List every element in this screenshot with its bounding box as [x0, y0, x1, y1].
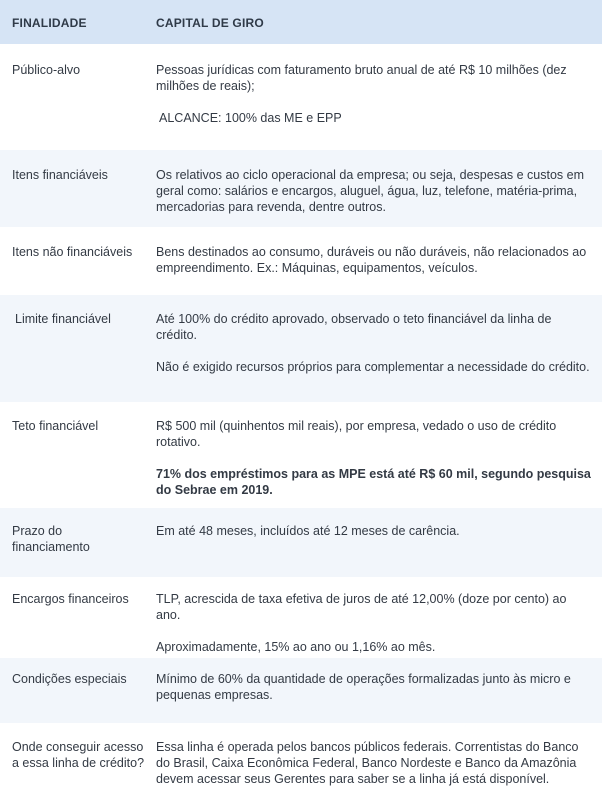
row-text: Até 100% do crédito aprovado, observado o teto financiável da linha de crédito. — [156, 312, 552, 342]
table-row-prazo-financiamento — [0, 508, 602, 577]
row-text: Bens destinados ao consumo, duráveis ou não duráveis, não relacionados ao empreendimento. Ex.: Máquinas, equipamentos, veículos. — [156, 245, 587, 275]
header-col-finalidade: FINALIDADE — [12, 16, 87, 30]
table-row-limite-financiavel — [0, 295, 602, 402]
row-label: Teto financiável — [12, 419, 99, 433]
row-text: Aproximadamente, 15% ao ano ou 1,16% ao mês. — [156, 640, 436, 654]
row-content — [156, 418, 592, 498]
row-label: Itens não financiáveis — [12, 245, 133, 259]
table-row-teto-financiavel — [0, 402, 602, 508]
table-header — [0, 0, 602, 44]
table-row-publico-alvo — [0, 44, 602, 150]
row-content — [156, 62, 592, 126]
row-label: Condições especiais — [12, 672, 127, 686]
row-label: Itens financiáveis — [12, 168, 108, 182]
row-content — [156, 671, 592, 703]
row-text: Mínimo de 60% da quantidade de operações formalizadas junto às micro e pequenas empresas. — [156, 672, 571, 702]
row-text: Em até 48 meses, incluídos até 12 meses de carência. — [156, 524, 460, 538]
table-row-itens-nao-financiaveis — [0, 227, 602, 295]
row-text-alcance: ALCANCE: 100% das ME e EPP — [159, 111, 342, 125]
row-text: Essa linha é operada pelos bancos públicos federais. Correntistas do Banco do Brasil, Caixa Econômica Federal, Banco Nordeste e Banco da Amazônia devem acessar seus Gerentes para saber se a linha já está disponível. — [156, 740, 579, 786]
row-text: Pessoas jurídicas com faturamento bruto anual de até R$ 10 milhões (dez milhões de reais); — [156, 63, 567, 93]
row-text: TLP, acrescida de taxa efetiva de juros de até 12,00% (doze por cento) ao ano. — [156, 592, 567, 622]
table-row-itens-financiaveis — [0, 150, 602, 227]
row-label: Limite financiável — [15, 312, 111, 326]
row-content — [156, 167, 592, 215]
row-label: Onde conseguir acesso a essa linha de crédito? — [12, 740, 145, 770]
header-col-capital-de-giro: CAPITAL DE GIRO — [156, 16, 264, 30]
row-content — [156, 244, 592, 276]
table-row-condicoes-especiais — [0, 658, 602, 723]
row-content — [156, 523, 592, 539]
row-label: Público-alvo — [12, 63, 81, 77]
row-label: Prazo do financiamento — [12, 524, 90, 554]
table-row-encargos-financeiros — [0, 577, 602, 658]
row-label: Encargos financeiros — [12, 592, 129, 606]
row-text-highlight: 71% dos empréstimos para as MPE está até R$ 60 mil, segundo pesquisa do Sebrae em 2019. — [156, 467, 591, 497]
row-text: Não é exigido recursos próprios para complementar a necessidade do crédito. — [156, 360, 590, 374]
row-content — [156, 591, 592, 655]
table-row-onde-conseguir-acesso — [0, 723, 602, 800]
row-content — [156, 311, 592, 375]
row-content — [156, 739, 592, 787]
row-text: R$ 500 mil (quinhentos mil reais), por empresa, vedado o uso de crédito rotativo. — [156, 419, 557, 449]
row-text: Os relativos ao ciclo operacional da empresa; ou seja, despesas e custos em geral como: salários e encargos, aluguel, água, luz, telefone, matéria-prima, mercadorias para revenda, dentre outros. — [156, 168, 585, 214]
